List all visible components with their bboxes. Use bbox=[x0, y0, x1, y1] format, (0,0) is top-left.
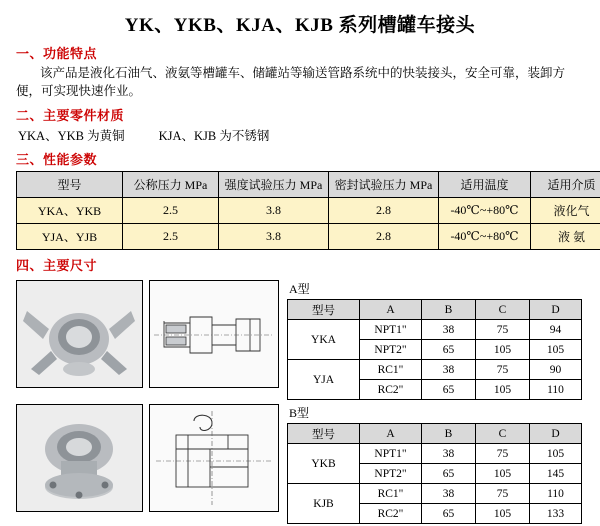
type-label-a: A型 bbox=[289, 280, 582, 297]
dimensions-section bbox=[16, 280, 584, 524]
dim-b-cell: 38 bbox=[422, 444, 476, 464]
drawing-b-graphic bbox=[150, 405, 278, 511]
table-header-row bbox=[17, 172, 600, 198]
product-photo-a bbox=[16, 280, 143, 388]
type-label-b: B型 bbox=[289, 404, 582, 421]
dim-a-cell: RC1" bbox=[360, 360, 422, 380]
perf-cell: -40℃~+80℃ bbox=[439, 224, 531, 250]
dim-a-cell: 75 bbox=[476, 320, 530, 340]
dim-a-cell: NPT1" bbox=[360, 320, 422, 340]
section-heading-performance: 三、性能参数 bbox=[16, 149, 584, 168]
dim-a-header-cell: C bbox=[476, 300, 530, 320]
document-page bbox=[0, 10, 600, 526]
dim-b-cell: 65 bbox=[422, 464, 476, 484]
product-drawing-b bbox=[149, 404, 279, 512]
section-heading-materials: 二、主要零件材质 bbox=[16, 105, 584, 124]
perf-cell: 2.8 bbox=[329, 224, 439, 250]
perf-cell: 液 氨 bbox=[531, 224, 600, 250]
dim-a-cell: 105 bbox=[476, 340, 530, 360]
dim-a-header-cell: D bbox=[530, 300, 582, 320]
dim-a-cell: 38 bbox=[422, 320, 476, 340]
dim-a-header-cell: B bbox=[422, 300, 476, 320]
dim-b-cell: 133 bbox=[530, 504, 582, 524]
dimension-row-a bbox=[16, 280, 584, 400]
dim-b-cell: 110 bbox=[530, 484, 582, 504]
dim-b-cell: 38 bbox=[422, 484, 476, 504]
dim-a-cell: 94 bbox=[530, 320, 582, 340]
dim-a-model-cell: YJA bbox=[288, 360, 360, 400]
perf-header-cell: 适用温度 bbox=[439, 172, 531, 198]
dim-b-cell: RC1" bbox=[360, 484, 422, 504]
dim-a-cell: 38 bbox=[422, 360, 476, 380]
dim-a-cell: 105 bbox=[476, 380, 530, 400]
dimension-table-a-wrap bbox=[287, 280, 582, 400]
perf-cell: 3.8 bbox=[219, 224, 329, 250]
drawing-a-graphic bbox=[150, 281, 278, 387]
dim-a-cell: 105 bbox=[530, 340, 582, 360]
dim-a-cell: 65 bbox=[422, 380, 476, 400]
perf-cell: 2.5 bbox=[123, 198, 219, 224]
dim-a-cell: NPT2" bbox=[360, 340, 422, 360]
photo-a-graphic bbox=[17, 281, 142, 387]
dim-b-header-cell: B bbox=[422, 424, 476, 444]
table-row bbox=[288, 484, 582, 504]
perf-cell: YJA、YJB bbox=[17, 224, 123, 250]
perf-header-cell: 密封试验压力 MPa bbox=[329, 172, 439, 198]
dimension-row-b bbox=[16, 404, 584, 524]
dim-a-header-cell: A bbox=[360, 300, 422, 320]
dim-b-model-cell: KJB bbox=[288, 484, 360, 524]
dimension-table-b-wrap bbox=[287, 404, 582, 524]
dim-a-model-cell: YKA bbox=[288, 320, 360, 360]
perf-header-cell: 强度试验压力 MPa bbox=[219, 172, 329, 198]
dim-b-cell: 65 bbox=[422, 504, 476, 524]
dim-b-cell: RC2" bbox=[360, 504, 422, 524]
perf-cell: 液化气 bbox=[531, 198, 600, 224]
table-row bbox=[288, 360, 582, 380]
materials-line bbox=[16, 126, 584, 144]
perf-header-cell: 公称压力 MPa bbox=[123, 172, 219, 198]
dim-b-cell: 145 bbox=[530, 464, 582, 484]
section-heading-features: 一、功能特点 bbox=[16, 43, 584, 62]
table-header-row bbox=[288, 424, 582, 444]
photo-b-graphic bbox=[17, 405, 142, 511]
performance-table bbox=[16, 171, 600, 250]
table-row bbox=[17, 198, 600, 224]
materials-steel: KJA、KJB 为不锈钢 bbox=[159, 129, 270, 143]
perf-cell: 2.8 bbox=[329, 198, 439, 224]
materials-brass: YKA、YKB 为黄铜 bbox=[18, 129, 125, 143]
dim-b-cell: 75 bbox=[476, 444, 530, 464]
product-drawing-a bbox=[149, 280, 279, 388]
perf-cell: -40℃~+80℃ bbox=[439, 198, 531, 224]
dim-b-cell: 105 bbox=[476, 504, 530, 524]
dim-b-cell: NPT2" bbox=[360, 464, 422, 484]
dim-b-cell: NPT1" bbox=[360, 444, 422, 464]
dim-b-header-cell: D bbox=[530, 424, 582, 444]
perf-header-cell: 型号 bbox=[17, 172, 123, 198]
perf-cell: 3.8 bbox=[219, 198, 329, 224]
table-row bbox=[288, 320, 582, 340]
dim-b-cell: 105 bbox=[530, 444, 582, 464]
dimension-table-b bbox=[287, 423, 582, 524]
perf-cell: 2.5 bbox=[123, 224, 219, 250]
dim-b-cell: 105 bbox=[476, 464, 530, 484]
page-title: YK、YKB、KJA、KJB 系列槽罐车接头 bbox=[16, 10, 584, 37]
perf-cell: YKA、YKB bbox=[17, 198, 123, 224]
dim-a-cell: 90 bbox=[530, 360, 582, 380]
dim-a-cell: 75 bbox=[476, 360, 530, 380]
table-header-row bbox=[288, 300, 582, 320]
dimension-table-a bbox=[287, 299, 582, 400]
dim-b-header-cell: 型号 bbox=[288, 424, 360, 444]
perf-header-cell: 适用介质 bbox=[531, 172, 600, 198]
section-heading-dimensions: 四、主要尺寸 bbox=[16, 255, 584, 274]
dim-a-cell: RC2" bbox=[360, 380, 422, 400]
dim-b-header-cell: A bbox=[360, 424, 422, 444]
table-row bbox=[17, 224, 600, 250]
dim-a-cell: 65 bbox=[422, 340, 476, 360]
dim-a-cell: 110 bbox=[530, 380, 582, 400]
dim-b-model-cell: YKB bbox=[288, 444, 360, 484]
table-row bbox=[288, 444, 582, 464]
dim-b-cell: 75 bbox=[476, 484, 530, 504]
product-photo-b bbox=[16, 404, 143, 512]
features-paragraph: 该产品是液化石油气、液氨等槽罐车、储罐站等输送管路系统中的快装接头，安全可靠，装卸方便，可实现快速作业。 bbox=[16, 64, 584, 100]
dim-b-header-cell: C bbox=[476, 424, 530, 444]
dim-a-header-cell: 型号 bbox=[288, 300, 360, 320]
